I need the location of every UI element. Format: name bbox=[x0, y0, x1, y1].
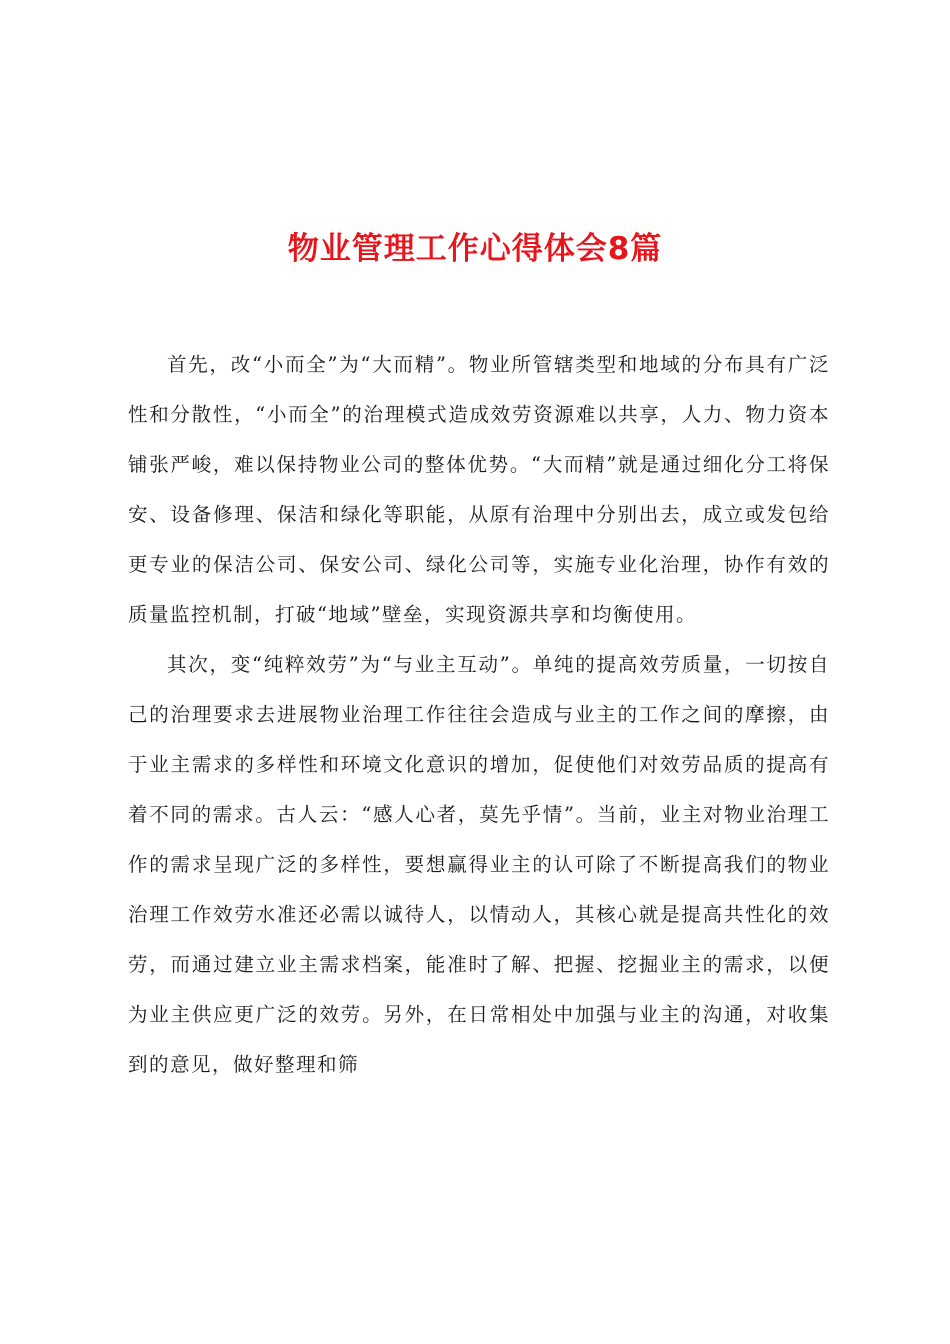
document-body bbox=[128, 340, 830, 1090]
document-title: 物业管理工作心得体会8篇 bbox=[287, 230, 663, 267]
paragraph-2: 其次，变“纯粹效劳”为“与业主互动”。单纯的提高效劳质量，一切按自己的治理要求去进展物业治理工作往往会造成与业主的工作之间的摩擦，由于业主需求的多样性和环境文化意识的增加，促使他们对效劳品质的提高有着不同的需求。古人云：“感人心者，莫先乎情”。当前，业主对物业治理工作的需求呈现广泛的多样性，要想赢得业主的认可除了不断提高我们的物业治理工作效劳水准还必需以诚待人，以情动人，其核心就是提高共性化的效劳，而通过建立业主需求档案，能准时了解、把握、挖掘业主的需求，以便为业主供应更广泛的效劳。另外，在日常相处中加强与业主的沟通，对收集到的意见，做好整理和筛 bbox=[128, 653, 830, 1076]
paragraph-1: 首先，改“小而全”为“大而精”。物业所管辖类型和地域的分布具有广泛性和分散性，“小而全”的治理模式造成效劳资源难以共享，人力、物力资本铺张严峻，难以保持物业公司的整体优势。“大而精”就是通过细化分工将保安、设备修理、保洁和绿化等职能，从原有治理中分别出去，成立或发包给更专业的保洁公司、保安公司、绿化公司等，实施专业化治理，协作有效的质量监控机制，打破“地域”壁垒，实现资源共享和均衡使用。 bbox=[128, 353, 830, 626]
